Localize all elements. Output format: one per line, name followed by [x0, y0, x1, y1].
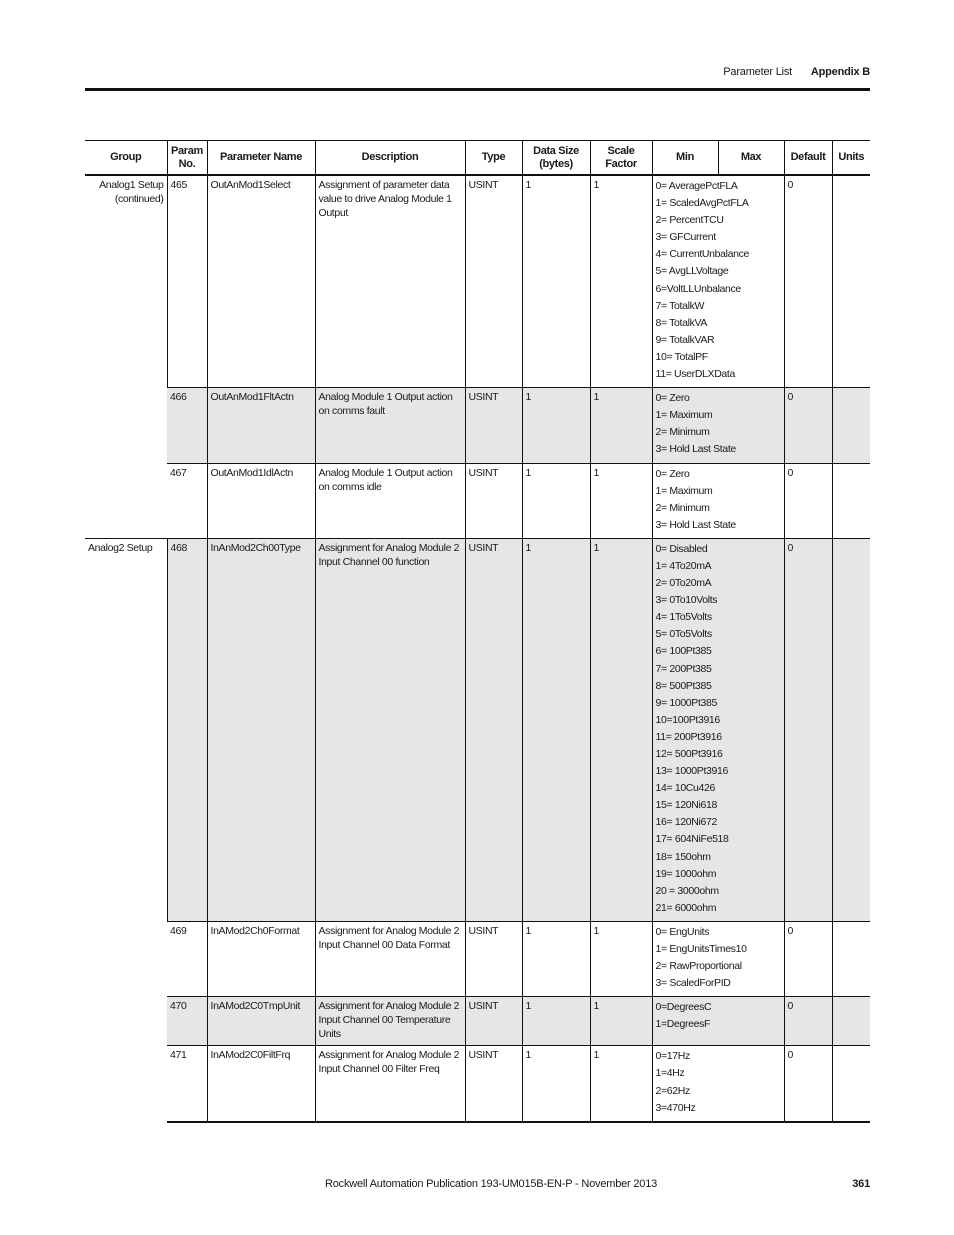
type-cell: USINT	[465, 175, 522, 388]
option-line: 13= 1000Pt3916	[655, 765, 728, 778]
option-line: 3= GFCurrent	[655, 231, 716, 244]
parameter-name-cell: InAMod2C0FiltFrq	[207, 1046, 315, 1122]
option-line: 5= 0To5Volts	[655, 628, 712, 641]
option-line: 16= 120Ni672	[655, 816, 717, 829]
option-line: 21= 6000ohm	[655, 901, 717, 914]
units-cell	[832, 1046, 870, 1122]
parameter-name-cell: OutAnMod1FltActn	[207, 388, 315, 463]
publication-footer: Rockwell Automation Publication 193-UM015B-EN-P - November 2013	[325, 1178, 658, 1190]
units-cell	[832, 388, 870, 463]
table-row	[85, 175, 870, 388]
column-header-param-no: Param No.	[167, 141, 207, 176]
option-line: 18= 150ohm	[655, 850, 711, 863]
data-size-cell: 1	[522, 463, 590, 538]
running-header	[723, 66, 870, 78]
min-max-cell	[652, 175, 784, 388]
option-line: 2= 0To20mA	[655, 577, 712, 590]
param-no-cell: 469	[167, 921, 207, 996]
option-line: 0=DegreesC	[655, 1001, 712, 1014]
min-max-cell	[652, 538, 784, 921]
column-header-max: Max	[718, 141, 784, 176]
default-cell: 0	[784, 463, 832, 538]
type-cell: USINT	[465, 1046, 522, 1122]
default-cell: 0	[784, 175, 832, 388]
option-line: 3= ScaledForPID	[655, 977, 731, 990]
table-row	[85, 388, 870, 463]
option-line: 15= 120Ni618	[655, 799, 717, 812]
option-line: 1= Maximum	[655, 484, 713, 497]
data-size-cell: 1	[522, 388, 590, 463]
data-size-cell: 1	[522, 997, 590, 1046]
page-number: 361	[852, 1178, 870, 1190]
option-line: 1=4Hz	[655, 1067, 685, 1080]
min-max-cell	[652, 463, 784, 538]
option-line: 20 = 3000ohm	[655, 884, 719, 897]
param-no-cell: 466	[167, 388, 207, 463]
option-line: 2= Minimum	[655, 426, 710, 439]
param-no-cell: 467	[167, 463, 207, 538]
parameter-table	[85, 140, 870, 1123]
min-max-cell	[652, 388, 784, 463]
option-line: 6=VoltLLUnbalance	[655, 282, 741, 295]
option-line: 14= 10Cu426	[655, 782, 715, 795]
default-cell: 0	[784, 388, 832, 463]
option-line: 1=DegreesF	[655, 1018, 711, 1031]
column-header-units: Units	[832, 141, 870, 176]
units-cell	[832, 175, 870, 388]
units-cell	[832, 463, 870, 538]
param-no-cell: 465	[167, 175, 207, 388]
default-cell: 0	[784, 538, 832, 921]
parameter-name-cell: InAMod2C0TmpUnit	[207, 997, 315, 1046]
option-line: 1= 4To20mA	[655, 559, 712, 572]
option-line: 8= TotalkVA	[655, 316, 708, 329]
description-cell: Analog Module 1 Output action on comms idle	[315, 463, 465, 538]
type-cell: USINT	[465, 921, 522, 996]
option-line: 0= Disabled	[655, 542, 708, 555]
option-line: 0= Zero	[655, 467, 690, 480]
section-title: Parameter List	[723, 66, 793, 78]
option-line: 17= 604NiFe518	[655, 833, 729, 846]
param-no-cell: 471	[167, 1046, 207, 1122]
data-size-cell: 1	[522, 175, 590, 388]
type-cell: USINT	[465, 538, 522, 921]
type-cell: USINT	[465, 997, 522, 1046]
option-line: 0= EngUnits	[655, 925, 710, 938]
description-cell: Assignment for Analog Module 2 Input Channel 00 Temperature Units	[315, 997, 465, 1046]
option-line: 4= CurrentUnbalance	[655, 248, 749, 261]
column-header-min: Min	[652, 141, 718, 176]
column-header-group: Group	[85, 141, 167, 176]
data-size-cell: 1	[522, 1046, 590, 1122]
header-rule	[85, 88, 870, 91]
scale-factor-cell: 1	[590, 997, 652, 1046]
table-row	[85, 997, 870, 1046]
scale-factor-cell: 1	[590, 463, 652, 538]
type-cell: USINT	[465, 388, 522, 463]
table-row	[85, 1046, 870, 1122]
column-header-parameter-name: Parameter Name	[207, 141, 315, 176]
option-line: 1= EngUnitsTimes10	[655, 943, 747, 956]
scale-factor-cell: 1	[590, 175, 652, 388]
parameter-name-cell: OutAnMod1Select	[207, 175, 315, 388]
min-max-cell	[652, 1046, 784, 1122]
parameter-name-cell: InAnMod2Ch00Type	[207, 538, 315, 921]
option-line: 2= PercentTCU	[655, 214, 724, 227]
option-line: 0= AveragePctFLA	[655, 180, 738, 192]
param-no-cell: 470	[167, 997, 207, 1046]
description-cell: Assignment for Analog Module 2 Input Channel 00 Filter Freq	[315, 1046, 465, 1122]
option-line: 7= 200Pt385	[655, 662, 712, 675]
option-line: 10= TotalPF	[655, 350, 708, 363]
units-cell	[832, 921, 870, 996]
description-cell: Assignment of parameter data value to drive Analog Module 1 Output	[315, 175, 465, 388]
min-max-cell	[652, 997, 784, 1046]
option-line: 3= Hold Last State	[655, 443, 736, 456]
option-line: 8= 500Pt385	[655, 679, 712, 692]
option-line: 0= Zero	[655, 392, 690, 405]
data-size-cell: 1	[522, 538, 590, 921]
default-cell: 0	[784, 1046, 832, 1122]
option-line: 9= TotalkVAR	[655, 333, 715, 346]
option-line: 19= 1000ohm	[655, 867, 717, 880]
description-cell: Assignment for Analog Module 2 Input Channel 00 function	[315, 538, 465, 921]
column-header-default: Default	[784, 141, 832, 176]
default-cell: 0	[784, 997, 832, 1046]
option-line: 1= Maximum	[655, 409, 713, 422]
units-cell	[832, 538, 870, 921]
scale-factor-cell: 1	[590, 1046, 652, 1122]
default-cell: 0	[784, 921, 832, 996]
option-line: 3= Hold Last State	[655, 518, 736, 531]
option-line: 6= 100Pt385	[655, 645, 712, 658]
option-line: 12= 500Pt3916	[655, 748, 723, 760]
option-line: 2= RawProportional	[655, 960, 742, 973]
table-row	[85, 921, 870, 996]
data-size-cell: 1	[522, 921, 590, 996]
option-line: 2= Minimum	[655, 501, 710, 514]
option-line: 2=62Hz	[655, 1084, 690, 1097]
group-cell: Analog2 Setup	[85, 538, 167, 1121]
parameter-name-cell: InAMod2Ch0Format	[207, 921, 315, 996]
option-line: 9= 1000Pt385	[655, 696, 717, 709]
param-no-cell: 468	[167, 538, 207, 921]
option-line: 1= ScaledAvgPctFLA	[655, 197, 749, 210]
option-line: 0=17Hz	[655, 1050, 690, 1063]
description-cell: Assignment for Analog Module 2 Input Channel 00 Data Format	[315, 921, 465, 996]
option-line: 5= AvgLLVoltage	[655, 265, 729, 278]
option-line: 11= UserDLXData	[655, 368, 735, 381]
option-line: 3= 0To10Volts	[655, 594, 718, 607]
table-row	[85, 463, 870, 538]
scale-factor-cell: 1	[590, 538, 652, 921]
table-header-row	[85, 141, 870, 176]
min-max-cell	[652, 921, 784, 996]
option-line: 7= TotalkW	[655, 299, 705, 312]
option-line: 11= 200Pt3916	[655, 730, 722, 743]
group-cell: Analog1 Setup (continued)	[85, 175, 167, 538]
table-row	[85, 538, 870, 921]
column-header-description: Description	[315, 141, 465, 176]
description-cell: Analog Module 1 Output action on comms fault	[315, 388, 465, 463]
scale-factor-cell: 1	[590, 921, 652, 996]
column-header-data-size: Data Size (bytes)	[522, 141, 590, 176]
column-header-type: Type	[465, 141, 522, 176]
option-line: 10=100Pt3916	[655, 713, 720, 726]
option-line: 4= 1To5Volts	[655, 611, 712, 624]
option-line: 3=470Hz	[655, 1101, 696, 1114]
scale-factor-cell: 1	[590, 388, 652, 463]
parameter-name-cell: OutAnMod1IdlActn	[207, 463, 315, 538]
type-cell: USINT	[465, 463, 522, 538]
units-cell	[832, 997, 870, 1046]
appendix-label: Appendix B	[810, 66, 870, 78]
column-header-scale-factor: Scale Factor	[590, 141, 652, 176]
